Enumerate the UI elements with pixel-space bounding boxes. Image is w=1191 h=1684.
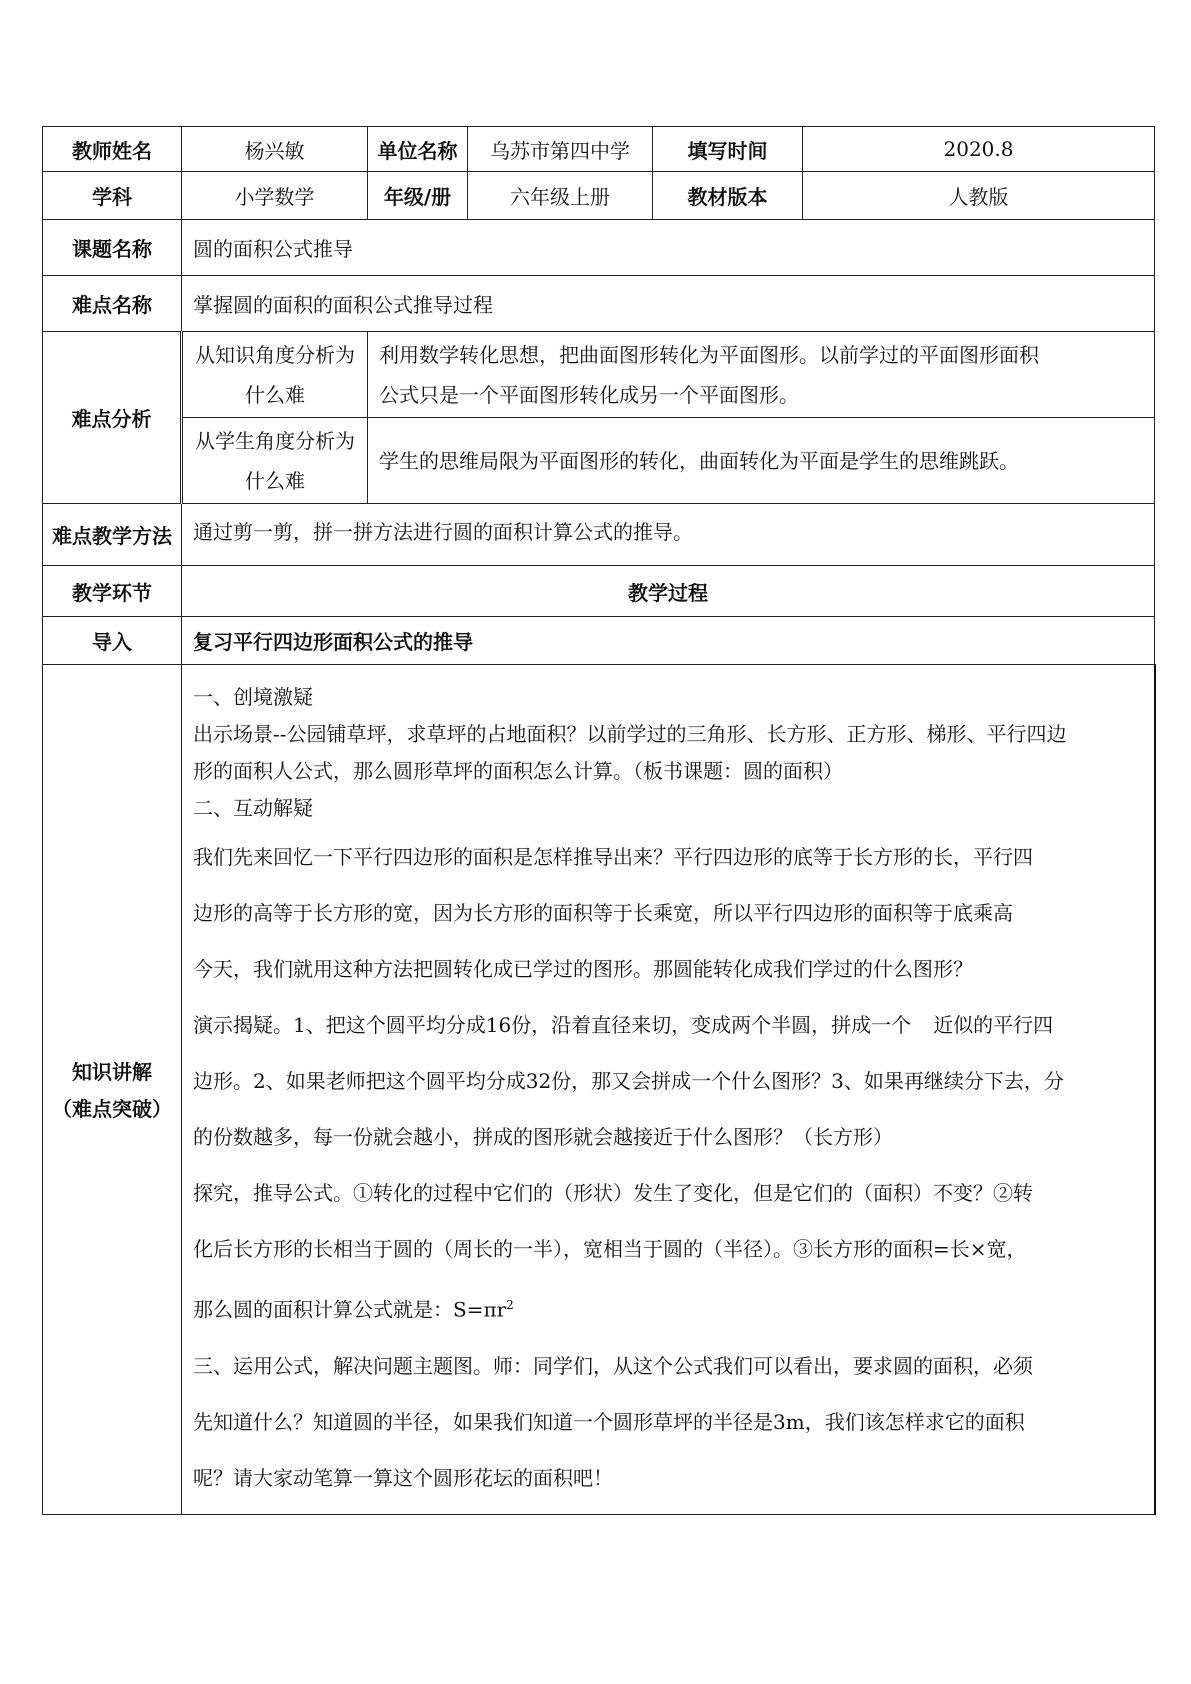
lesson-line-part: 近似的平行四 [933,1013,1054,1037]
teacher-value: 杨兴敏 [182,127,368,172]
intro-label: 导入 [43,617,182,665]
lesson-label-line-1: 知识讲解 [72,1060,152,1085]
student-angle-label-line-1: 从学生角度分析为 [195,428,355,453]
analysis-row-knowledge [43,332,1155,418]
edition-value: 人教版 [803,172,1155,220]
lesson-content [182,665,1155,1515]
knowledge-angle-label-line-2: 什么难 [245,382,305,407]
process-label: 教学过程 [182,566,1155,617]
intro-row [43,617,1155,665]
lesson-line: 探究，推导公式。①转化的过程中它们的（形状）发生了变化，但是它们的（面积）不变？②转 [193,1181,1033,1205]
difficulty-label: 难点名称 [43,276,182,332]
teacher-label: 教师姓名 [43,127,182,172]
knowledge-angle-label [182,332,368,418]
header-row-1 [43,127,1155,172]
time-value: 2020.8 [803,127,1155,172]
lesson-plan-table [42,126,1156,1515]
lesson-label-line-2: （难点突破） [52,1097,172,1122]
knowledge-angle-text [368,332,1155,418]
method-label: 难点教学方法 [43,504,182,566]
knowledge-angle-text-line-2: 公式只是一个平面图形转化成另一个平面图形。 [379,382,799,407]
lesson-line: 形的面积人公式，那么圆形草坪的面积怎么计算。（板书课题：圆的面积） [193,759,843,783]
intro-value: 复习平行四边形面积公式的推导 [182,617,1155,665]
header-row-2 [43,172,1155,220]
lesson-line: 今天，我们就用这种方法把圆转化成已学过的图形。那圆能转化成我们学过的什么图形？ [193,957,973,981]
lesson-line: 呢？请大家动笔算一算这个圆形花坛的面积吧！ [193,1465,613,1490]
subject-label: 学科 [43,172,182,220]
lesson-label [43,665,182,1515]
edition-label: 教材版本 [653,172,803,220]
lesson-line: 边形。2、如果老师把这个圆平均分成32份，那又会拼成一个什么图形？3、如果再继续分下去，分 [193,1069,1064,1093]
unit-value: 乌苏市第四中学 [468,127,653,172]
process-header-row [43,566,1155,617]
lesson-row [43,665,1155,1515]
topic-label: 课题名称 [43,220,182,276]
stage-label: 教学环节 [43,566,182,617]
lesson-line: 先知道什么？知道圆的半径，如果我们知道一个圆形草坪的半径是3m，我们该怎样求它的面积 [193,1409,1025,1434]
method-value: 通过剪一剪，拼一拼方法进行圆的面积计算公式的推导。 [182,504,1155,566]
lesson-line: 一、创境激疑 [193,685,313,709]
lesson-line: 化后长方形的长相当于圆的（周长的一半），宽相当于圆的（半径）。③长方形的面积=长×宽， [193,1237,1027,1261]
topic-row [43,220,1155,276]
analysis-row-student [43,418,1155,504]
student-angle-label-line-2: 什么难 [245,468,305,493]
lesson-line [193,997,1144,1053]
grade-label: 年级/册 [368,172,468,220]
student-angle-label [182,418,368,504]
lesson-line: 三、运用公式，解决问题主题图。师：同学们，从这个公式我们可以看出，要求圆的面积，必须 [193,1353,1033,1378]
knowledge-angle-label-line-1: 从知识角度分析为 [195,342,355,367]
lesson-line: 二、互动解疑 [193,796,313,820]
lesson-line-part: 演示揭疑。1、把这个圆平均分成16份，沿着直径来切，变成两个半圆，拼成一个 [193,1013,912,1037]
lesson-line: 我们先来回忆一下平行四边形的面积是怎样推导出来？平行四边形的底等于长方形的长，平行四 [193,845,1033,869]
lesson-line: 出示场景--公园铺草坪，求草坪的占地面积？以前学过的三角形、长方形、正方形、梯形、平行四边 [193,722,1067,746]
analysis-label: 难点分析 [43,332,182,504]
lesson-line [193,1277,1144,1338]
topic-value: 圆的面积公式推导 [182,220,1155,276]
difficulty-value: 掌握圆的面积的面积公式推导过程 [182,276,1155,332]
lesson-line: 的份数越多，每一份就会越小，拼成的图形就会越接近于什么图形？（长方形） [193,1125,893,1149]
time-label: 填写时间 [653,127,803,172]
knowledge-angle-text-line-1: 利用数学转化思想，把曲面图形转化为平面图形。以前学过的平面图形面积 [379,342,1039,367]
student-angle-text: 学生的思维局限为平面图形的转化，曲面转化为平面是学生的思维跳跃。 [368,418,1155,504]
lesson-line: 边形的高等于长方形的宽，因为长方形的面积等于长乘宽，所以平行四边形的面积等于底乘高 [193,901,1013,925]
grade-value: 六年级上册 [468,172,653,220]
area-formula: 那么圆的面积计算公式就是：S=πr [193,1297,507,1322]
difficulty-row [43,276,1155,332]
subject-value: 小学数学 [182,172,368,220]
formula-exponent: 2 [506,1298,514,1312]
method-row [43,504,1155,566]
unit-label: 单位名称 [368,127,468,172]
